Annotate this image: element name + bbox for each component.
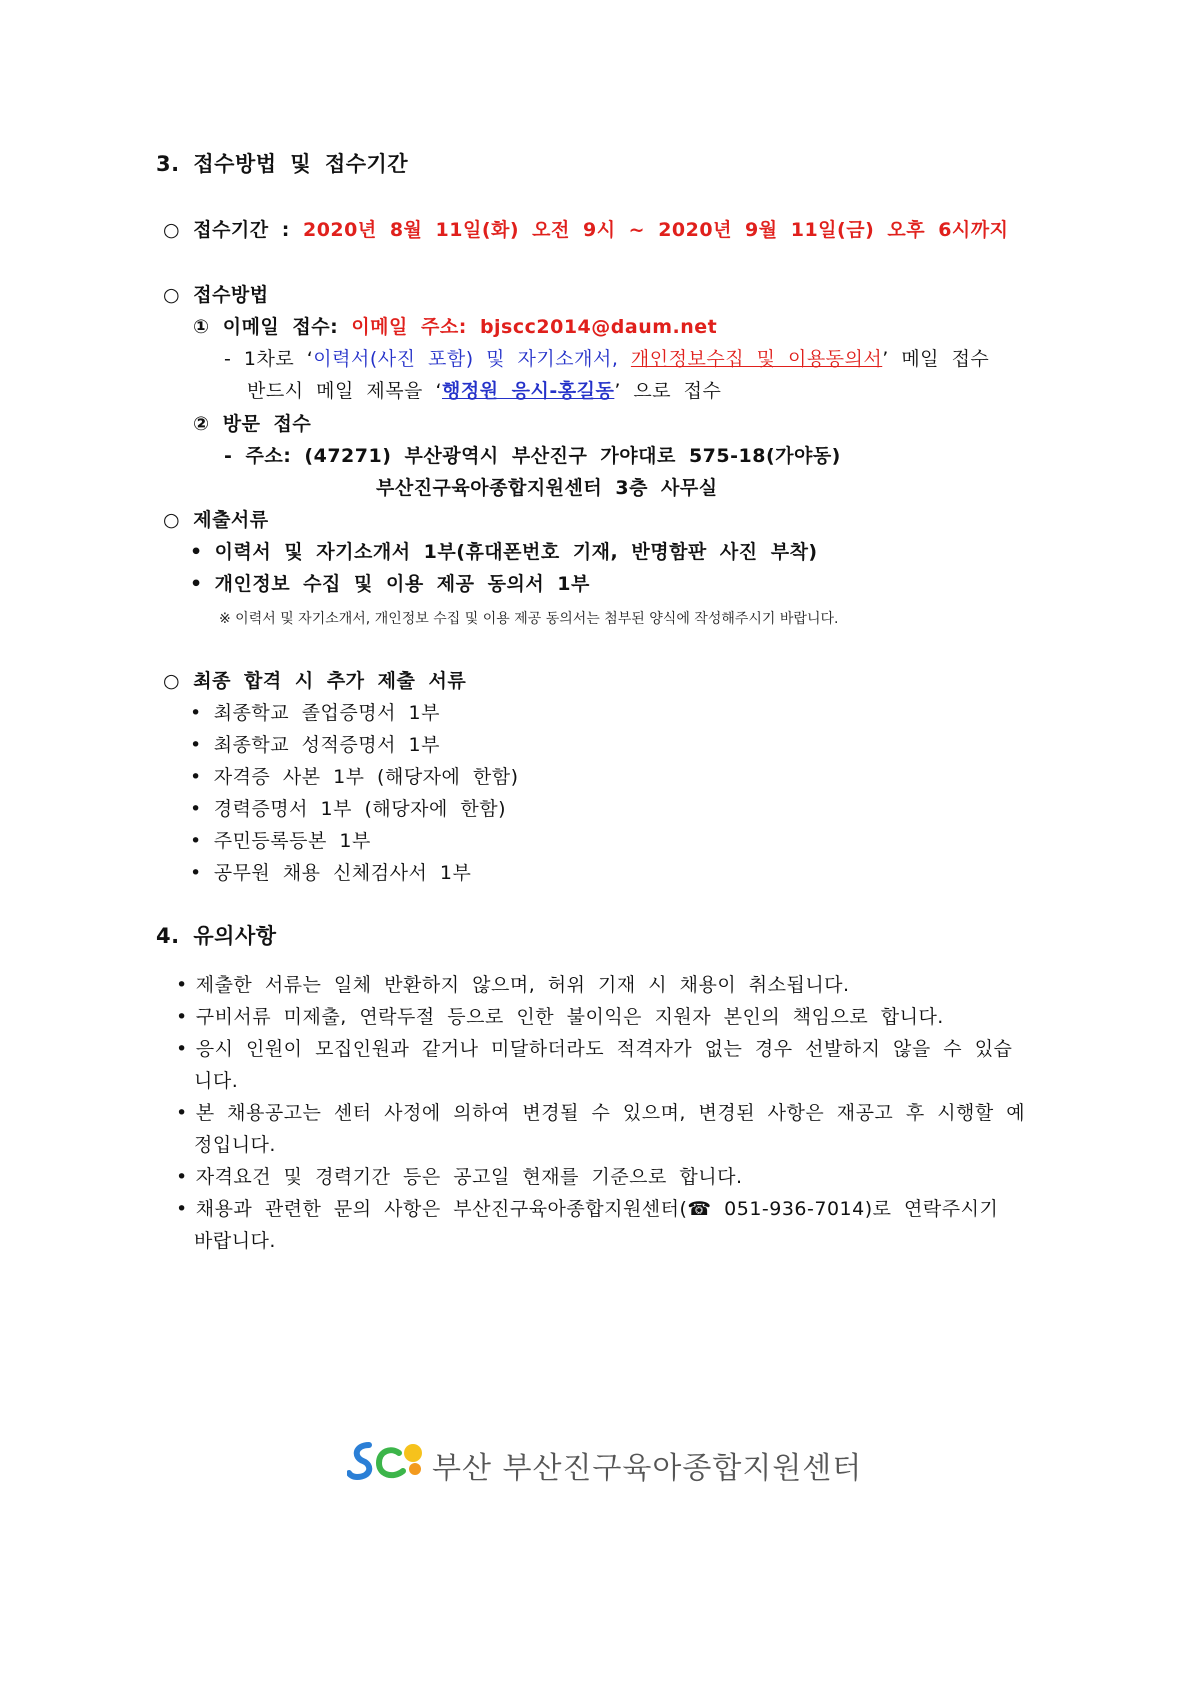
- bullet-dot: •: [176, 1102, 188, 1124]
- email-num: ①: [193, 316, 210, 338]
- period-value: 2020년 8월 11일(화) 오전 9시 ~ 2020년 9월 11일(금) 오후 6시까지: [302, 219, 1009, 241]
- visit-label: 방문 접수: [222, 413, 312, 435]
- bullet-dot: •: [176, 1198, 188, 1220]
- email-line1-prefix: - 1차로 ‘: [224, 348, 314, 370]
- period-label: 접수기간 :: [193, 219, 290, 241]
- section-3-title: 3. 접수방법 및 접수기간: [156, 152, 409, 176]
- notice-item: [176, 1198, 998, 1221]
- notice-text: 응시 인원이 모집인원과 같거나 미달하더라도 적격자가 없는 경우 선발하지 않을 수 있습: [195, 1038, 1013, 1060]
- docs-item-text: 개인정보 수집 및 이용 제공 동의서 1부: [214, 573, 590, 595]
- notice-continuation: 정입니다.: [194, 1134, 276, 1156]
- final-doc-item: [190, 734, 440, 757]
- email-line2-prefix: 반드시 메일 제목을 ‘: [247, 380, 442, 402]
- notice-text: 본 채용공고는 센터 사정에 의하여 변경될 수 있으며, 변경된 사항은 재공고 후 시행할 예: [195, 1102, 1026, 1124]
- notice-text: 채용과 관련한 문의 사항은 부산진구육아종합지원센터(☎ 051-936-7014)로 연락주시기: [195, 1198, 999, 1220]
- notice-item: [176, 1006, 944, 1029]
- docs-bullet: ○: [163, 509, 181, 531]
- notice-text: 제출한 서류는 일체 반환하지 않으며, 허위 기재 시 채용이 취소됩니다.: [195, 974, 850, 996]
- final-doc-text: 최종학교 졸업증명서 1부: [213, 702, 440, 724]
- notice-item: [176, 1038, 1012, 1061]
- bullet-dot: •: [176, 1006, 188, 1028]
- final-doc-item: [190, 766, 519, 789]
- method-label: 접수방법: [193, 284, 269, 306]
- notice-text: 자격요건 및 경력기간 등은 공고일 현재를 기준으로 합니다.: [195, 1166, 743, 1188]
- visit-num: ②: [193, 413, 210, 435]
- final-doc-text: 공무원 채용 신체검사서 1부: [213, 862, 472, 884]
- final-doc-text: 주민등록등본 1부: [213, 830, 371, 852]
- notice-continuation: 니다.: [194, 1070, 239, 1092]
- visit-address-2: 부산진구육아종합지원센터 3층 사무실: [376, 477, 718, 499]
- final-doc-item: [190, 862, 471, 885]
- email-line1-docs: 이력서(사진 포함) 및 자기소개서,: [313, 348, 619, 370]
- section-4-title: 4. 유의사항: [156, 924, 277, 948]
- notice-item: [176, 1102, 1025, 1125]
- docs-item: [190, 573, 590, 596]
- bullet-dot: •: [190, 830, 202, 852]
- bullet-dot: •: [190, 541, 203, 563]
- bullet-dot: •: [190, 766, 202, 788]
- final-doc-item: [190, 830, 371, 853]
- visit-row: [193, 413, 311, 436]
- final-docs-bullet: ○: [163, 670, 181, 692]
- sc-logo-icon: [347, 1437, 427, 1488]
- final-doc-text: 최종학교 성적증명서 1부: [213, 734, 440, 756]
- final-doc-item: [190, 798, 506, 821]
- bullet-dot: •: [190, 798, 202, 820]
- final-doc-text: 자격증 사본 1부 (해당자에 한함): [213, 766, 519, 788]
- notice-continuation: 바랍니다.: [194, 1230, 276, 1252]
- email-line-1: [224, 348, 989, 371]
- footer-org-name: 부산 부산진구육아종합지원센터: [432, 1451, 863, 1486]
- email-address: bjscc2014@daum.net: [479, 316, 718, 338]
- docs-note: ※ 이력서 및 자기소개서, 개인정보 수집 및 이용 제공 동의서는 첨부된 양식에 작성해주시기 바랍니다.: [219, 611, 839, 627]
- email-row: [193, 316, 717, 339]
- bullet-dot: •: [190, 702, 202, 724]
- email-addr-label: 이메일 주소:: [351, 316, 467, 338]
- email-label: 이메일 접수:: [222, 316, 339, 338]
- email-line1-consent: 개인정보수집 및 이용동의서: [630, 348, 883, 370]
- bullet-dot: •: [176, 1166, 188, 1188]
- bullet-dot: •: [176, 1038, 188, 1060]
- email-subject-example: 행정원 응시-홍길동: [442, 380, 615, 402]
- bullet-dot: •: [190, 862, 202, 884]
- docs-item: [190, 541, 818, 564]
- period-bullet: ○: [163, 219, 181, 241]
- method-row: [163, 284, 269, 307]
- docs-row: [163, 509, 269, 532]
- notice-item: [176, 1166, 743, 1189]
- bullet-dot: •: [190, 573, 203, 595]
- docs-label: 제출서류: [193, 509, 269, 531]
- final-docs-row: [163, 670, 466, 693]
- notice-item: [176, 974, 850, 997]
- bullet-dot: •: [176, 974, 188, 996]
- email-line-2: [247, 380, 721, 403]
- method-bullet: ○: [163, 284, 181, 306]
- visit-address-1: - 주소: (47271) 부산광역시 부산진구 가야대로 575-18(가야동): [224, 445, 841, 467]
- period-row: [163, 219, 1008, 242]
- notice-text: 구비서류 미제출, 연락두절 등으로 인한 불이익은 지원자 본인의 책임으로 합니다.: [195, 1006, 944, 1028]
- final-doc-item: [190, 702, 440, 725]
- email-line1-suffix: ’ 메일 접수: [882, 348, 990, 370]
- docs-item-text: 이력서 및 자기소개서 1부(휴대폰번호 기재, 반명함판 사진 부착): [214, 541, 818, 563]
- final-docs-label: 최종 합격 시 추가 제출 서류: [193, 670, 467, 692]
- bullet-dot: •: [190, 734, 202, 756]
- email-line2-suffix: ’ 으로 접수: [614, 380, 722, 402]
- final-doc-text: 경력증명서 1부 (해당자에 한함): [213, 798, 506, 820]
